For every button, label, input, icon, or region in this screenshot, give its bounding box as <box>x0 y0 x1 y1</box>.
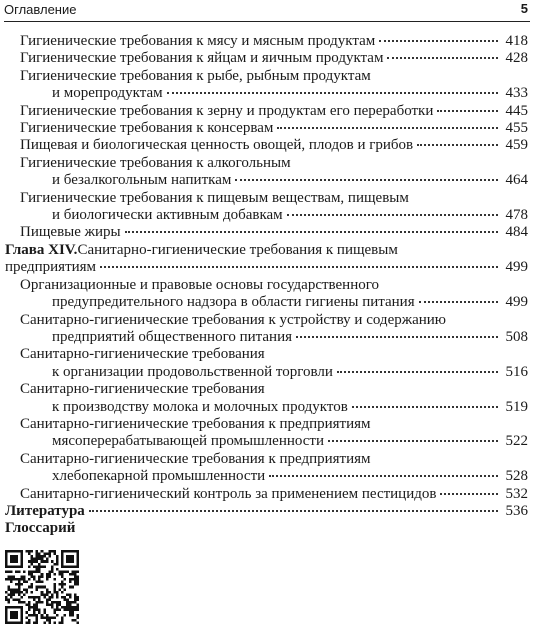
dot-leader <box>235 178 498 181</box>
header-page-number: 5 <box>520 1 528 16</box>
dot-leader <box>387 56 498 59</box>
toc-entry[interactable] <box>0 50 534 67</box>
toc-entry-title: Гигиенические требования к консервам <box>20 120 274 137</box>
toc-entry-line <box>20 416 534 433</box>
toc-entry-line <box>20 364 534 381</box>
toc-entry-title: Санитарно-гигиенические требования <box>20 346 265 363</box>
toc-page-number: 499 <box>505 259 528 276</box>
toc-entry-line <box>20 346 534 363</box>
toc-page-number: 516 <box>505 363 528 380</box>
toc-entry[interactable] <box>0 120 534 137</box>
toc-entry-line <box>20 224 534 241</box>
toc-entry[interactable] <box>0 277 534 312</box>
toc-entry-title: Санитарно-гигиенические требования к предприятиям <box>20 415 371 432</box>
dot-leader <box>277 126 498 129</box>
toc-entry-title: Санитарно-гигиенические требования к устройству и содержанию <box>20 311 447 328</box>
toc-page-number: 428 <box>505 50 528 67</box>
toc-page-number: 459 <box>505 137 528 154</box>
toc-entry[interactable] <box>0 520 534 537</box>
dot-leader <box>100 265 498 268</box>
toc-entry-title: Гигиенические требования к мясу и мясным продуктам <box>20 33 376 49</box>
toc-entry-line <box>20 172 534 189</box>
toc-entry-title: и биологически активным добавкам <box>52 207 283 224</box>
toc-page-number: 532 <box>505 485 528 502</box>
dot-leader <box>125 230 498 233</box>
toc-page-number: 464 <box>505 172 528 189</box>
toc-entry-line <box>5 503 534 520</box>
dot-leader <box>167 91 498 94</box>
toc-entry-line <box>5 259 534 276</box>
toc-page-number: 478 <box>505 207 528 224</box>
toc-entry-title: Организационные и правовые основы государственного <box>20 276 380 293</box>
toc-entry-title: Литература <box>5 502 85 519</box>
toc-page-number: 522 <box>505 433 528 450</box>
chapter-label: Глава XIV. <box>5 241 78 258</box>
dot-leader <box>417 143 498 146</box>
toc-entry-line <box>20 33 534 50</box>
toc-entry[interactable] <box>0 155 534 190</box>
toc-entry-line <box>20 120 534 137</box>
toc-entry[interactable] <box>0 242 534 277</box>
toc-page-number: 455 <box>505 120 528 137</box>
toc-entry-title: к организации продовольственной торговли <box>52 363 333 380</box>
toc-entry-line <box>20 155 534 172</box>
dot-leader <box>337 370 498 373</box>
toc-entry[interactable] <box>0 68 534 103</box>
dot-leader <box>296 335 498 338</box>
toc-entry-line <box>20 207 534 224</box>
toc-entry[interactable] <box>0 416 534 451</box>
toc-entry-line <box>20 68 534 85</box>
toc-entry[interactable] <box>0 381 534 416</box>
toc-entry-line <box>20 277 534 294</box>
toc-entry-title: Санитарно-гигиенические требования к пищевым <box>77 241 398 258</box>
table-of-contents <box>0 33 534 538</box>
toc-entry-title: Санитарно-гигиенические требования <box>20 381 265 398</box>
toc-entry-line <box>20 85 534 102</box>
toc-entry[interactable] <box>0 224 534 241</box>
toc-page-number: 418 <box>505 33 528 49</box>
toc-entry[interactable] <box>0 503 534 520</box>
toc-entry-line <box>20 486 534 503</box>
toc-entry-title: предприятиям <box>5 259 97 276</box>
toc-entry-title: Санитарно-гигиенические требования к предприятиям <box>20 450 371 467</box>
toc-entry-line <box>20 399 534 416</box>
toc-entry-title: Пищевые жиры <box>20 224 121 241</box>
toc-entry[interactable] <box>0 486 534 503</box>
toc-entry-title: предупредительного надзора в области гигиены питания <box>52 294 415 311</box>
toc-entry-line <box>20 433 534 450</box>
toc-entry-title: Гигиенические требования к зерну и продуктам его переработки <box>20 102 434 119</box>
dot-leader <box>89 509 498 512</box>
toc-entry[interactable] <box>0 103 534 120</box>
dot-leader <box>419 300 498 303</box>
toc-page-number: 499 <box>505 294 528 311</box>
toc-page-number: 519 <box>505 398 528 415</box>
toc-entry-title: и безалкогольным напиткам <box>52 172 232 189</box>
toc-entry-title: Гигиенические требования к яйцам и яичным продуктам <box>20 50 384 67</box>
toc-entry-line <box>20 329 534 346</box>
dot-leader <box>440 492 498 495</box>
toc-entry-title: Глоссарий <box>5 520 76 537</box>
toc-entry-title: Гигиенические требования к рыбе, рыбным продуктам <box>20 67 371 84</box>
toc-entry-title: хлебопекарной промышленности <box>52 468 266 485</box>
toc-entry-line <box>20 103 534 120</box>
running-header <box>4 0 530 22</box>
toc-entry-title: мясоперерабатывающей промышленности <box>52 433 324 450</box>
dot-leader <box>437 109 498 112</box>
toc-entry[interactable] <box>0 346 534 381</box>
toc-page-number: 484 <box>505 224 528 241</box>
toc-entry[interactable] <box>0 451 534 486</box>
toc-page-number: 536 <box>505 502 528 519</box>
toc-entry[interactable] <box>0 190 534 225</box>
dot-leader <box>287 213 498 216</box>
toc-entry-line <box>20 312 534 329</box>
toc-entry-title: Гигиенические требования к пищевым веществам, пищевым <box>20 189 409 206</box>
header-title: Оглавление <box>4 2 77 17</box>
toc-entry-line <box>20 451 534 468</box>
toc-entry[interactable] <box>0 33 534 50</box>
toc-page-number: 433 <box>505 85 528 102</box>
toc-entry-line <box>20 137 534 154</box>
toc-page-number: 528 <box>505 468 528 485</box>
toc-entry-title: к производству молока и молочных продуктов <box>52 398 348 415</box>
dot-leader <box>328 439 498 442</box>
dot-leader <box>379 39 498 42</box>
toc-page-number: 445 <box>505 102 528 119</box>
toc-entry-title: предприятий общественного питания <box>52 328 292 345</box>
toc-entry-line <box>20 468 534 485</box>
toc-entry-title: и морепродуктам <box>52 85 163 102</box>
toc-page-number: 508 <box>505 328 528 345</box>
toc-entry-line <box>20 190 534 207</box>
toc-entry-title: Пищевая и биологическая ценность овощей, плодов и грибов <box>20 137 414 154</box>
toc-entry[interactable] <box>0 312 534 347</box>
toc-entry-title: Санитарно-гигиенический контроль за применением пестицидов <box>20 485 437 502</box>
toc-entry-line <box>20 50 534 67</box>
toc-entry-title: Гигиенические требования к алкогольным <box>20 154 291 171</box>
toc-entry[interactable] <box>0 137 534 154</box>
toc-entry-line <box>20 294 534 311</box>
toc-entry-line <box>5 242 534 259</box>
dot-leader <box>269 474 498 477</box>
qr-code-icon[interactable] <box>5 550 79 624</box>
toc-entry-line <box>5 520 534 537</box>
toc-entry-line <box>20 381 534 398</box>
dot-leader <box>352 405 498 408</box>
